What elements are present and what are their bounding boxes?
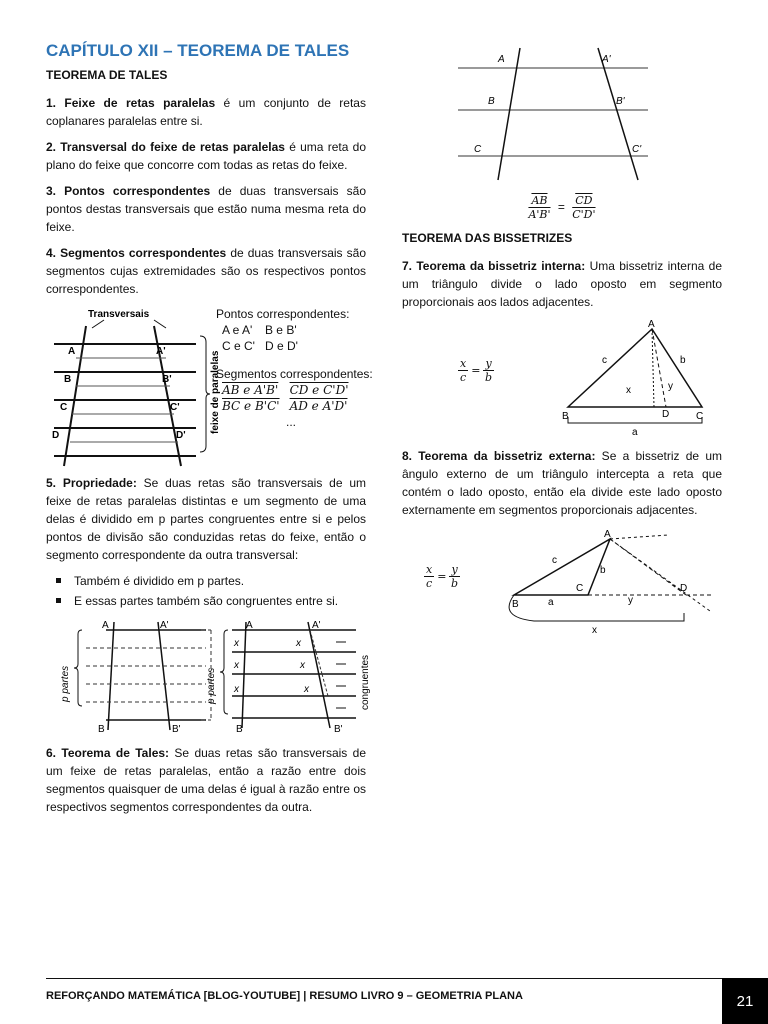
tri1-B: B: [562, 411, 569, 422]
footer: REFORÇANDO MATEMÁTICA [BLOG-YOUTUBE] | RESUMO LIVRO 9 – GEOMETRIA PLANA: [46, 990, 523, 1002]
section-title-tales: TEOREMA DE TALES: [46, 68, 168, 82]
fig2r-A: A: [246, 620, 253, 631]
tri2-b: b: [600, 565, 606, 576]
triangle-externa: [488, 529, 718, 643]
point-D: D: [52, 430, 60, 441]
bis-formula-1: $\frac{x}{c}$ = $\frac{y}{b}$: [460, 357, 493, 384]
point-B: B: [64, 374, 72, 385]
triangle-interna: [562, 319, 722, 439]
tales-B: B: [488, 96, 495, 107]
footer-rule: [46, 978, 722, 979]
tales-formula: $\frac{\overline{AB}}{A'B'}$ = $\frac{\overline{CD}}{C'D'}$: [528, 194, 596, 221]
pontos-table: A e A' B e B' C e C' D e D': [222, 323, 298, 353]
tales-A: A: [498, 54, 505, 65]
tri1-D: D: [662, 409, 670, 420]
feixe-label: feixe de paralelas: [210, 350, 221, 434]
x-5: x: [300, 660, 305, 671]
tri2-x: x: [592, 625, 597, 636]
tales-A-prime: A': [602, 54, 611, 65]
p-partes-left: p partes: [60, 665, 71, 702]
tales-C-prime: C': [632, 144, 642, 155]
point-D-prime: D': [176, 430, 186, 441]
ellipsis: ...: [286, 415, 297, 429]
point-C-prime: C': [170, 402, 180, 413]
point-B-prime: B': [162, 374, 172, 385]
fig2r-A-prime: A': [312, 620, 321, 631]
tri2-D: D: [680, 583, 688, 594]
item-1: 1. Feixe de retas paralelas é um conjunto de retas coplanares paralelas entre si.: [46, 96, 366, 128]
tri1-a: a: [632, 427, 638, 438]
tri1-x: x: [626, 385, 631, 396]
section-title-bissetrizes: TEOREMA DAS BISSETRIZES: [402, 231, 573, 245]
pontos-title: Pontos correspondentes:: [216, 307, 350, 321]
tri2-A: A: [604, 529, 611, 540]
item-7: 7. Teorema da bissetriz interna: Uma bissetriz interna de um triângulo divide o lado oposto em segmento proporcionais aos lados adjacentes.: [402, 259, 722, 309]
item-6: 6. Teorema de Tales: Se duas retas são transversais de um feixe de retas paralelas, então a razão entre dois segmentos quaisquer de uma delas é igual à razão entre os respectivos segmentos correspondentes da outra.: [46, 746, 367, 814]
item-4: 4. Segmentos correspondentes de duas transversais são segmentos cujas extremidades são os respectivos pontos correspondentes.: [46, 246, 366, 296]
item-5: 5. Propriedade: Se duas retas são transversais de um feixe de retas paralelas distintas e um segmento de uma delas é dividido em p partes congruentes entre si e pelos pontos de divisão são conduzidas retas do feixe, então o segmento correspondente da outra transversal:: [46, 476, 366, 562]
fig2-A: A: [102, 620, 109, 631]
bissetriz-interna-figure: [402, 319, 722, 447]
tri2-B: B: [512, 599, 519, 610]
tri1-y: y: [668, 381, 673, 392]
bullet-list: [46, 572, 366, 610]
tales-C: C: [474, 144, 482, 155]
correspondentes-text: [216, 306, 376, 430]
fig2r-B-prime: B': [334, 724, 343, 735]
fig2-B: B: [98, 724, 105, 735]
figure-correspondentes: [46, 306, 373, 474]
point-A: A: [68, 346, 76, 357]
bullet-2: E essas partes também são congruentes entre si.: [74, 592, 366, 610]
fig2r-B: B: [236, 724, 243, 735]
bissetriz-externa-figure: [402, 529, 722, 653]
point-C: C: [60, 402, 68, 413]
x-6: x: [304, 684, 309, 695]
p-partes-right: p partes: [206, 667, 217, 704]
tales-figure: [402, 40, 722, 190]
tri2-c: c: [552, 555, 557, 566]
item-2: 2. Transversal do feixe de retas paralelas é uma reta do plano do feixe que concorre com todas as retas do feixe.: [46, 140, 366, 172]
fig2-B-prime: B': [172, 724, 181, 735]
bis-formula-2: $\frac{x}{c}$ = $\frac{y}{b}$: [426, 563, 459, 590]
x-3: x: [234, 684, 239, 695]
transversais-label: Transversais: [88, 309, 150, 320]
item-8: 8. Teorema da bissetriz externa: Se a bissetriz de um ângulo externo de um triângulo intercepta a reta que contém o lado oposto, então ela divide este lado oposto externamente em segmentos proporcionais adjacentes.: [402, 449, 722, 517]
partes-figure: [46, 618, 371, 736]
point-A-prime: A': [156, 346, 166, 357]
tri2-a: a: [548, 597, 554, 608]
tri1-A: A: [648, 319, 655, 330]
tri1-c: c: [602, 355, 607, 366]
tri2-y: y: [628, 595, 633, 606]
x-2: x: [234, 660, 239, 671]
x-4: x: [296, 638, 301, 649]
page-number: 21: [722, 978, 768, 1024]
item-3: 3. Pontos correspondentes de duas transversais são pontos destas transversais que estão numa mesma reta do feixe.: [46, 184, 366, 234]
tri2-C: C: [576, 583, 584, 594]
segmentos-title: Segmentos correspondentes:: [216, 367, 373, 381]
left-column: [46, 40, 373, 824]
tales-B-prime: B': [616, 96, 625, 107]
chapter-title: CAPÍTULO XII – TEOREMA DE TALES: [46, 41, 350, 60]
congruentes-label: congruentes: [360, 654, 371, 710]
x-1: x: [234, 638, 239, 649]
segmentos-table: AB e A'B' CD e C'D' BC e B'C' AD e A'D': [222, 383, 349, 413]
tri1-b: b: [680, 355, 686, 366]
transversals-figure: [46, 306, 226, 466]
fig2-A-prime: A': [160, 620, 169, 631]
right-column: [402, 40, 722, 653]
bullet-1: Também é dividido em p partes.: [74, 572, 366, 590]
tri1-C: C: [696, 411, 704, 422]
